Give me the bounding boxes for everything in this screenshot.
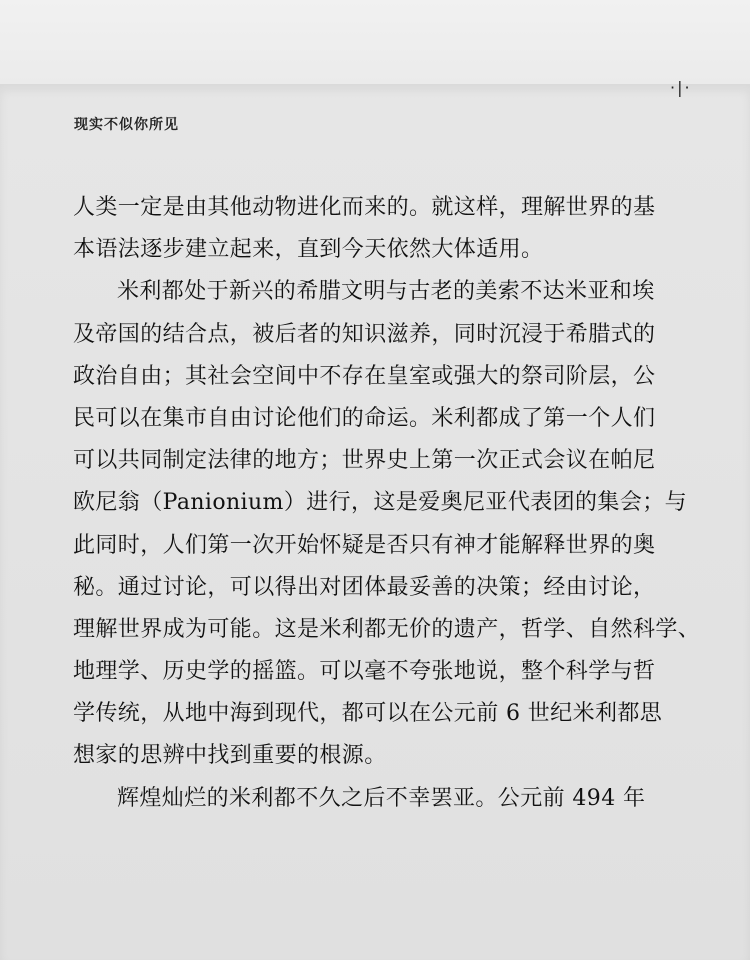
text-line: 欧尼翁（Panionium）进行，这是爱奥尼亚代表团的集会；与 (73, 490, 688, 516)
paragraph-start-line: 辉煌灿烂的米利都不久之后不幸罢亚。公元前 494 年 (117, 785, 646, 811)
text-line: 地理学、历史学的摇篮。可以毫不夸张地说，整个科学与哲 (73, 659, 656, 685)
body-text (73, 187, 713, 820)
text-line: 秘。通过讨论，可以得出对团体最妥善的决策；经由讨论， (73, 574, 656, 600)
text-line: 此同时，人们第一次开始怀疑是否只有神才能解释世界的奥 (73, 532, 656, 558)
text-line: 本语法逐步建立起来，直到今天依然大体适用。 (73, 237, 544, 263)
text-line: 民可以在集市自由讨论他们的命运。米利都成了第一个人们 (73, 405, 656, 431)
text-line: 人类一定是由其他动物进化而来的。就这样，理解世界的基 (73, 195, 656, 220)
text-line: 理解世界成为可能。这是米利都无价的遗产，哲学、自然科学、 (73, 616, 701, 642)
text-line: 及帝国的结合点，被后者的知识滋养，同时沉浸于希腊式的 (73, 321, 656, 347)
text-line: 可以共同制定法律的地方；世界史上第一次正式会议在帕尼 (73, 448, 656, 474)
text-line: 政治自由；其社会空间中不存在皇室或强大的祭司阶层，公 (73, 363, 656, 389)
running-header: 现实不似你所见 (74, 117, 179, 133)
previous-page-strip (0, 0, 750, 84)
text-line: 想家的思辨中找到重要的根源。 (73, 743, 387, 769)
text-line: 学传统，从地中海到现代，都可以在公元前 6 世纪米利都思 (73, 701, 663, 727)
page-corner-mark: ·|· (670, 78, 692, 97)
paragraph-start-line: 米利都处于新兴的希腊文明与古老的美索不达米亚和埃 (117, 279, 655, 305)
